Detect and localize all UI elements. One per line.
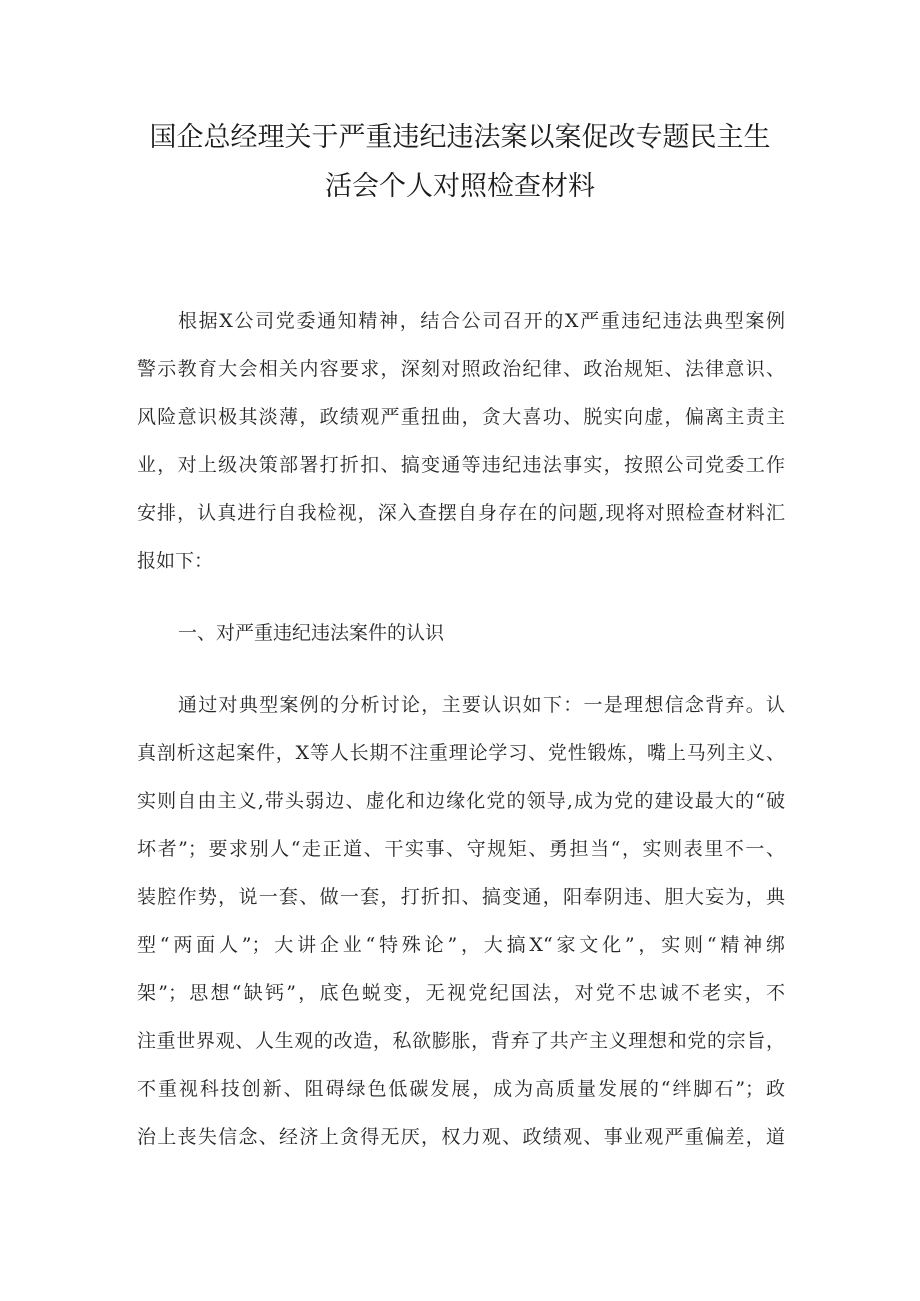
paragraph-1-line: 业，对上级决策部署打折扣、搞变通等违纪违法事实，按照公司党委工作 (137, 454, 785, 476)
paragraph-1-line: 安排，认真进行自我检视，深入查摆自身存在的问题,现将对照检查材料汇 (137, 502, 785, 524)
section-1-heading: 一、对严重违纪违法案件的认识 (178, 622, 445, 644)
paragraph-2-line: 型“两面人”；大讲企业“特殊论”，大搞X“家文化”，实则“精神绑 (137, 934, 785, 956)
paragraph-1-line: 报如下： (137, 550, 214, 572)
paragraph-1-line: 根据X公司党委通知精神，结合公司召开的X严重违纪违法典型案例 (178, 310, 785, 332)
document-title-line-2: 活会个人对照检查材料 (325, 171, 595, 202)
paragraph-2-line: 实则自由主义,带头弱边、虚化和边缘化党的领导,成为党的建设最大的“破 (137, 790, 785, 812)
paragraph-2-line: 装腔作势，说一套、做一套，打折扣、搞变通，阳奉阴违、胆大妄为，典 (137, 886, 785, 908)
paragraph-2-line: 架”；思想“缺钙”，底色蜕变，无视党纪国法，对党不忠诚不老实，不 (137, 982, 785, 1004)
document-title-line-1: 国企总经理关于严重违纪违法案以案促改专题民主生 (149, 122, 771, 153)
paragraph-2-line: 注重世界观、人生观的改造，私欲膨胀，背弃了共产主义理想和党的宗旨， (137, 1030, 785, 1052)
paragraph-2-line: 通过对典型案例的分析讨论，主要认识如下：一是理想信念背弃。认 (178, 694, 785, 716)
paragraph-2-line: 不重视科技创新、阻碍绿色低碳发展，成为高质量发展的“绊脚石”；政 (137, 1078, 785, 1100)
paragraph-1-line: 风险意识极其淡薄，政绩观严重扭曲，贪大喜功、脱实向虚，偏离主责主 (137, 406, 785, 428)
paragraph-2-line: 坏者”；要求别人“走正道、干实事、守规矩、勇担当“，实则表里不一、 (137, 838, 785, 860)
paragraph-2-line: 真剖析这起案件，X等人长期不注重理论学习、党性锻炼，嘴上马列主义、 (137, 742, 785, 764)
paragraph-1-line: 警示教育大会相关内容要求，深刻对照政治纪律、政治规矩、法律意识、 (137, 358, 785, 380)
paragraph-2-line: 治上丧失信念、经济上贪得无厌，权力观、政绩观、事业观严重偏差，道 (137, 1126, 785, 1148)
